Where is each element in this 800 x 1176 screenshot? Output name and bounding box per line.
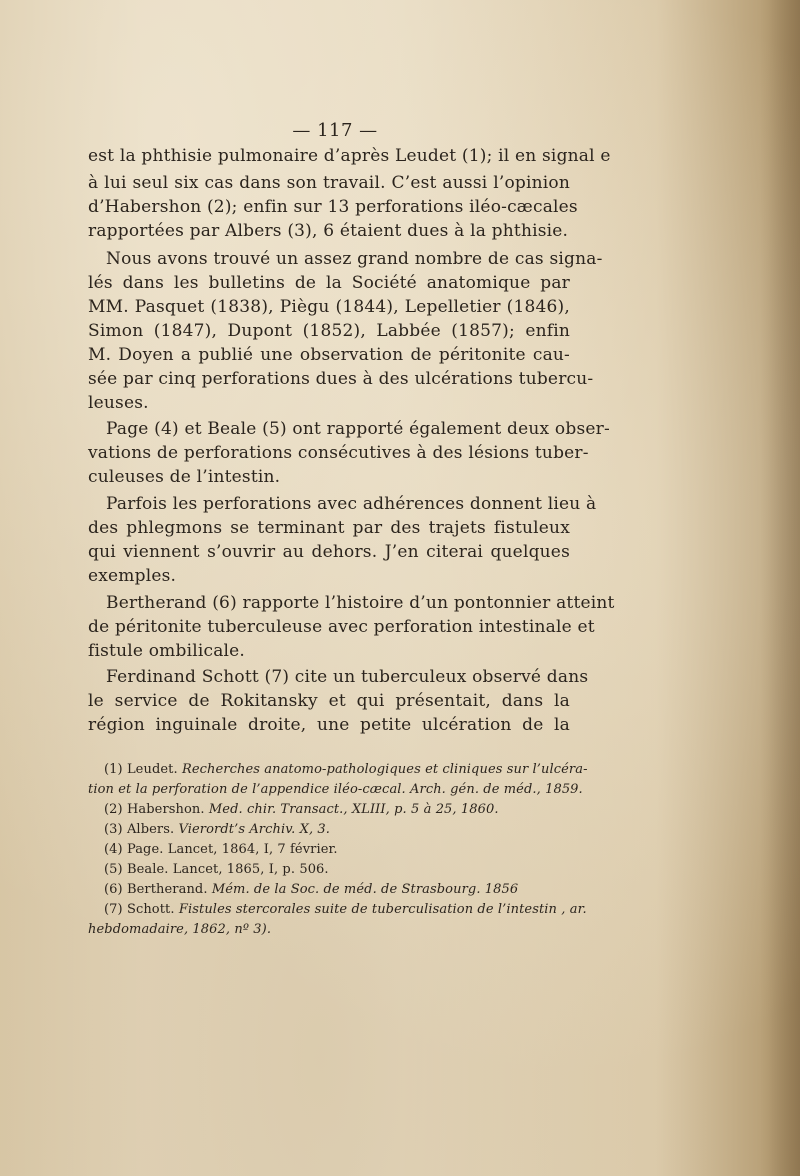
body-line: d’Habershon (2); enfin sur 13 perforations iléo-cæcales <box>88 197 578 217</box>
body-line: est la phthisie pulmonaire d’après Leudet (1); il en signal e <box>88 146 611 166</box>
footnote-number: (1) Leudet. <box>104 762 178 777</box>
body-line: région inguinale droite, une petite ulcération de la <box>88 715 570 735</box>
body-line: de péritonite tuberculeuse avec perforation intestinale et <box>88 617 595 637</box>
body-line: le service de Rokitansky et qui présentait, dans la <box>88 691 570 711</box>
body-line: Simon (1847), Dupont (1852), Labbée (1857); enfin <box>88 321 570 341</box>
body-line: Nous avons trouvé un assez grand nombre de cas signa- <box>106 249 603 269</box>
body-line: à lui seul six cas dans son travail. C’est aussi l’opinion <box>88 173 570 193</box>
body-line: culeuses de l’intestin. <box>88 467 281 487</box>
body-line: lés dans les bulletins de la Société anatomique par <box>88 273 570 293</box>
footnote-4 <box>104 840 570 860</box>
body-line: exemples. <box>88 566 177 586</box>
body-line: leuses. <box>88 393 149 413</box>
footnote-7 <box>104 900 587 920</box>
body-line: M. Doyen a publié une observation de péritonite cau- <box>88 345 570 365</box>
footnote-text: tion et la perforation de l’appendice iléo-cæcal. Arch. gén. de méd., 1859. <box>88 782 583 797</box>
footnote-2 <box>104 800 570 820</box>
footnote-number: (5) Beale. <box>104 862 169 877</box>
footnote-text: Fistules stercorales suite de tuberculisation de l’intestin , ar. <box>178 902 587 917</box>
footnote-text: Lancet, 1864, I, 7 février. <box>167 842 338 857</box>
footnote-text: Vierordt’s Archiv. X, 3. <box>178 822 331 837</box>
footnote-text: Recherches anatomo-pathologiques et cliniques sur l’ulcéra- <box>181 762 588 777</box>
footnote-text: Mém. de la Soc. de méd. de Strasbourg. 1856 <box>211 882 519 897</box>
footnote-number: (3) Albers. <box>104 822 175 837</box>
footnote-7-continued <box>88 920 570 940</box>
footnote-number: (4) Page. <box>104 842 164 857</box>
body-line: sée par cinq perforations dues à des ulcérations tubercu- <box>88 369 594 389</box>
footnote-text: hebdomadaire, 1862, nº 3). <box>88 922 272 937</box>
page-number: — 117 — <box>292 120 378 141</box>
body-line: des phlegmons se terminant par des trajets fistuleux <box>88 518 570 538</box>
footnote-number: (2) Habershon. <box>104 802 205 817</box>
body-line: vations de perforations consécutives à des lésions tuber- <box>88 443 589 463</box>
footnote-text: Lancet, 1865, I, p. 506. <box>172 862 329 877</box>
body-line: MM. Pasquet (1838), Piègu (1844), Lepelletier (1846), <box>88 297 570 317</box>
body-line: Parfois les perforations avec adhérences donnent lieu à <box>106 494 597 514</box>
body-line: Bertherand (6) rapporte l’histoire d’un pontonnier atteint <box>106 593 615 613</box>
footnote-number: (7) Schott. <box>104 902 175 917</box>
body-line: qui viennent s’ouvrir au dehors. J’en citerai quelques <box>88 542 570 562</box>
footnote-1 <box>104 760 588 780</box>
body-line: fistule ombilicale. <box>88 641 246 661</box>
footnote-number: (6) Bertherand. <box>104 882 208 897</box>
footnote-text: Med. chir. Transact., XLIII, p. 5 à 25, 1860. <box>208 802 499 817</box>
page-edge-shadow <box>760 0 800 1176</box>
footnote-3 <box>104 820 570 840</box>
footnote-6 <box>104 880 570 900</box>
footnote-5 <box>104 860 570 880</box>
body-line: rapportées par Albers (3), 6 étaient dues à la phthisie. <box>88 221 569 241</box>
body-line: Page (4) et Beale (5) ont rapporté également deux obser- <box>106 419 610 439</box>
footnote-1-continued <box>88 780 583 800</box>
body-line: Ferdinand Schott (7) cite un tuberculeux observé dans <box>106 667 589 687</box>
